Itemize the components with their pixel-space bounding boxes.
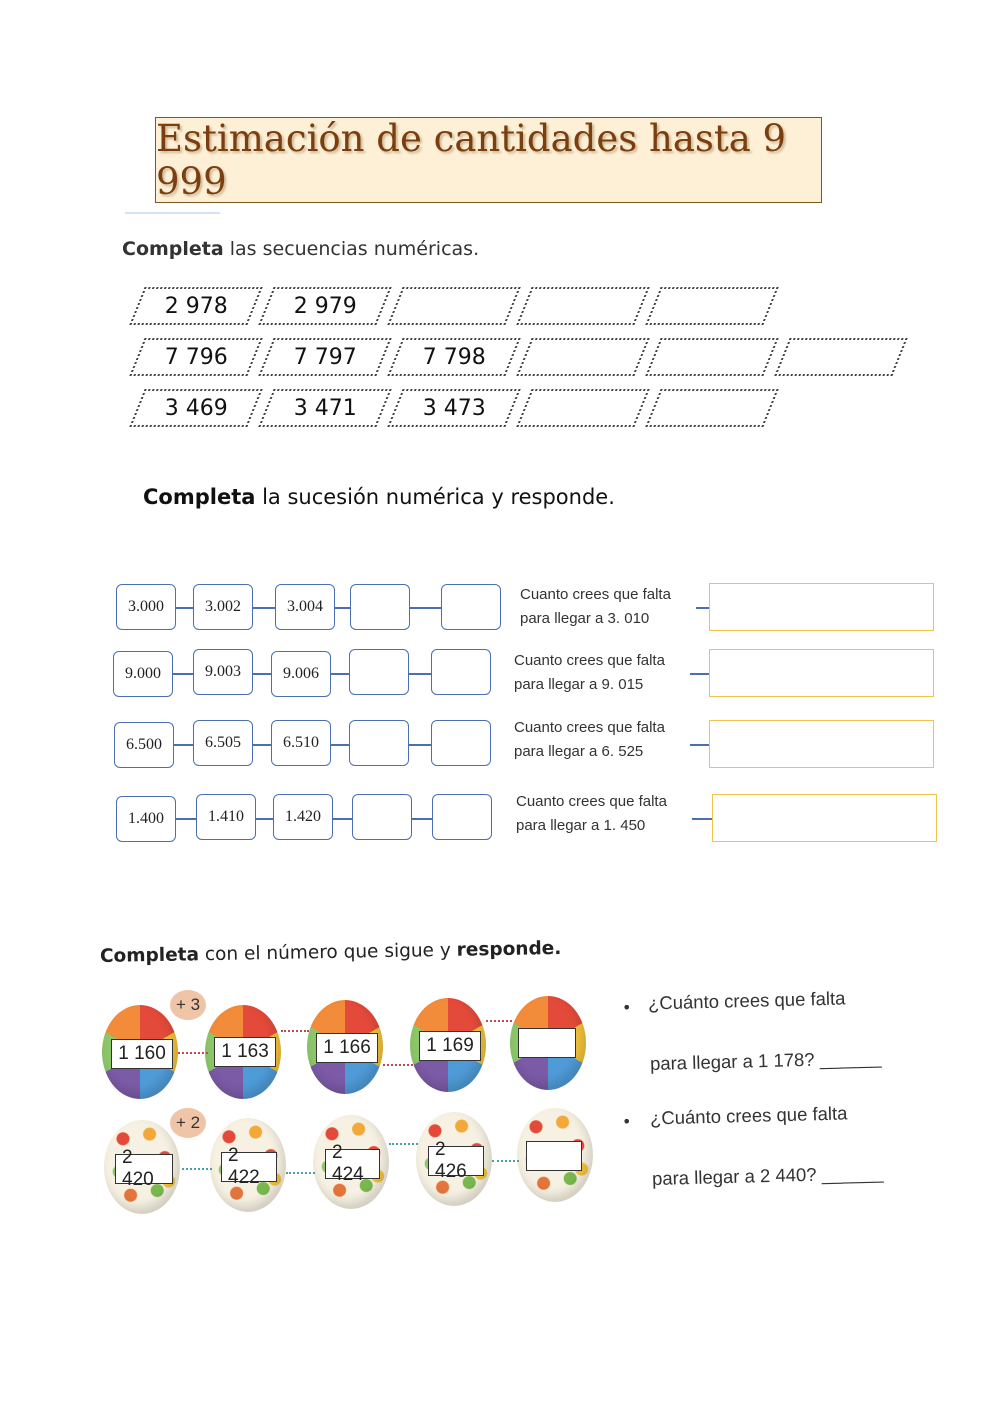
- page-title-box: [155, 117, 822, 203]
- sequence-cell: 2 978: [129, 287, 262, 325]
- ball-answer-box[interactable]: [526, 1141, 582, 1171]
- answer-field[interactable]: [709, 583, 934, 631]
- connector: [253, 744, 271, 746]
- answer-input-box[interactable]: [432, 794, 492, 840]
- sequence-input[interactable]: [516, 338, 649, 376]
- sequence-cell: 7 796: [129, 338, 262, 376]
- question-text: Cuanto crees que falta para llegar a 9. 015: [514, 652, 665, 693]
- connector: [256, 818, 273, 820]
- connector: [335, 607, 350, 609]
- number-box: 9.003: [193, 649, 253, 695]
- answer-input-box[interactable]: [352, 794, 412, 840]
- answer-input-box[interactable]: [349, 649, 409, 695]
- question-line: ¿Cuánto crees que falta: [649, 1102, 848, 1129]
- connector: [331, 744, 349, 746]
- answer-input-box[interactable]: [431, 720, 491, 766]
- number-box: 3.000: [116, 584, 176, 630]
- sequence-cell: 7 797: [258, 338, 391, 376]
- number-box: 1.420: [273, 794, 333, 840]
- connector: [692, 818, 712, 820]
- ball-number: 1 166: [316, 1033, 378, 1063]
- answer-field[interactable]: [709, 720, 934, 768]
- question-line: para llegar a 1 178? ______: [649, 1046, 882, 1075]
- connector: [410, 607, 441, 609]
- sequence-cell: 3 471: [258, 389, 391, 427]
- dotted-connector: [389, 1143, 418, 1145]
- connector: [174, 744, 193, 746]
- connector: [690, 744, 709, 746]
- sequence-input[interactable]: [645, 389, 778, 427]
- sequence-input[interactable]: [645, 338, 778, 376]
- sequence-cell: 3 469: [129, 389, 262, 427]
- dotted-connector: [383, 1064, 413, 1066]
- dotted-connector: [281, 1030, 309, 1032]
- sequence-input[interactable]: [645, 287, 778, 325]
- answer-input-box[interactable]: [431, 649, 491, 695]
- section3-instruction: Completa con el número que sigue y responde.: [99, 937, 562, 967]
- number-box: 6.510: [271, 720, 331, 766]
- connector: [176, 818, 196, 820]
- ball-number: 2 422: [221, 1152, 277, 1182]
- sequence-input[interactable]: [774, 338, 907, 376]
- number-box: 3.002: [193, 584, 253, 630]
- number-box: 3.004: [275, 584, 335, 630]
- connector: [333, 818, 352, 820]
- number-box: 1.400: [116, 796, 176, 842]
- question-text: Cuanto crees que falta para llegar a 1. 450: [516, 793, 667, 834]
- bullet: •: [622, 998, 632, 1017]
- sequence-input[interactable]: [387, 287, 520, 325]
- section1-instruction: [122, 238, 479, 260]
- sequence-input[interactable]: [516, 287, 649, 325]
- question-line: para llegar a 2 440? ______: [651, 1161, 884, 1190]
- instruction-text: la sucesión numérica y responde.: [255, 485, 615, 509]
- sequence-cell: 2 979: [258, 287, 391, 325]
- connector: [173, 673, 193, 675]
- answer-input-box[interactable]: [350, 584, 410, 630]
- connector: [409, 744, 431, 746]
- ball-number: 1 163: [214, 1037, 276, 1067]
- dotted-connector: [492, 1160, 519, 1162]
- connector: [253, 607, 275, 609]
- connector: [253, 673, 271, 675]
- step-badge: + 3: [170, 990, 206, 1020]
- answer-field[interactable]: [709, 649, 934, 697]
- ball-number: 1 169: [419, 1031, 481, 1061]
- number-box: 6.500: [114, 722, 174, 768]
- question-text: Cuanto crees que falta para llegar a 6. 525: [514, 719, 665, 760]
- dotted-connector: [486, 1020, 512, 1022]
- connector: [696, 607, 709, 609]
- ball-answer-box[interactable]: [518, 1028, 576, 1058]
- instruction-bold: Completa: [122, 238, 224, 260]
- answer-input-box[interactable]: [349, 720, 409, 766]
- dotted-connector: [182, 1168, 212, 1170]
- number-box: 6.505: [193, 720, 253, 766]
- ball-number: 2 426: [428, 1146, 484, 1176]
- page-title: Estimación de cantidades hasta 9 999: [156, 117, 787, 203]
- sequence-input[interactable]: [516, 389, 649, 427]
- divider: [125, 212, 220, 214]
- sequence-cell: 7 798: [387, 338, 520, 376]
- instruction-bold: Completa: [143, 485, 256, 509]
- number-box: 9.006: [271, 651, 331, 697]
- answer-field[interactable]: [712, 794, 937, 842]
- number-box: 9.000: [113, 651, 173, 697]
- answer-input-box[interactable]: [441, 584, 501, 630]
- dotted-connector: [178, 1052, 208, 1054]
- connector: [331, 673, 349, 675]
- section2-instruction: [143, 485, 615, 509]
- step-badge: + 2: [170, 1108, 206, 1138]
- question-line: ¿Cuánto crees que falta: [647, 987, 846, 1014]
- ball-number: 2 420: [115, 1154, 173, 1184]
- ball-number: 2 424: [325, 1149, 380, 1179]
- question-text: Cuanto crees que falta para llegar a 3. 010: [520, 586, 671, 627]
- connector: [412, 818, 432, 820]
- connector: [409, 673, 431, 675]
- ball-number: 1 160: [111, 1039, 173, 1069]
- bullet: •: [622, 1112, 632, 1131]
- sequence-cell: 3 473: [387, 389, 520, 427]
- number-box: 1.410: [196, 794, 256, 840]
- instruction-text: las secuencias numéricas.: [223, 238, 480, 260]
- connector: [690, 673, 709, 675]
- dotted-connector: [286, 1172, 315, 1174]
- connector: [176, 607, 193, 609]
